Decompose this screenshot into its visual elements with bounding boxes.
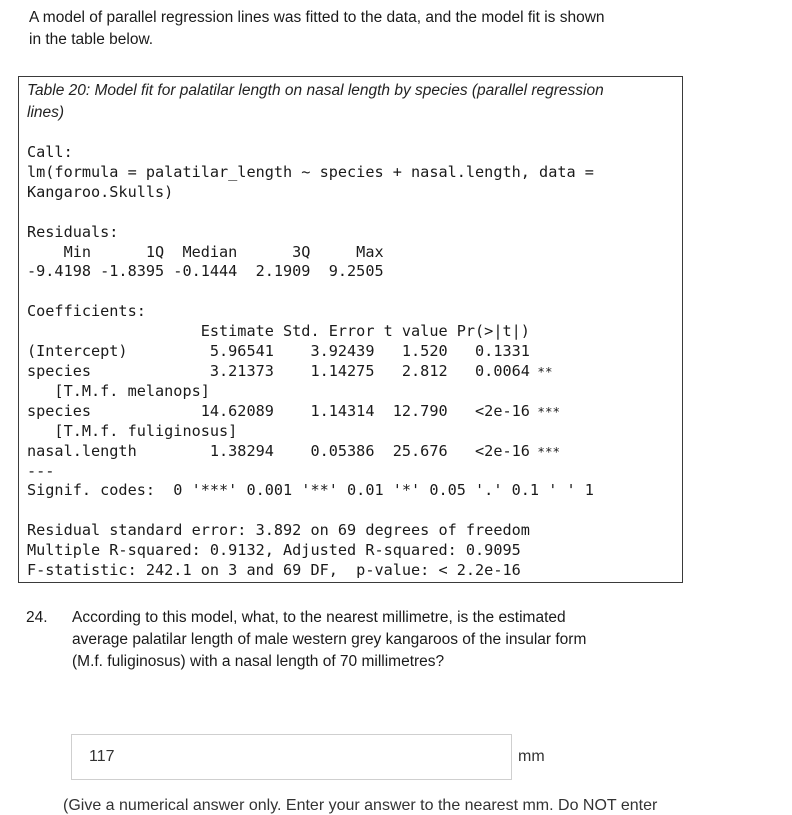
- question-line-2: average palatilar length of male western grey kangaroos of the insular form: [72, 631, 587, 648]
- residual-standard-error: Residual standard error: 3.892 on 69 degrees of freedom: [27, 521, 530, 540]
- question-line-1: According to this model, what, to the nearest millimetre, is the estimated: [72, 609, 566, 626]
- question-number: 24.: [26, 609, 48, 626]
- call-line-1: lm(formula = palatilar_length ~ species + nasal.length, data =: [27, 162, 594, 181]
- coef-row-species-melanops: species 3.21373 1.14275 2.812 0.0064: [27, 361, 530, 380]
- table-caption-line-1: Table 20: Model fit for palatilar length on nasal length by species (parallel regression: [27, 82, 604, 99]
- model-output: [27, 143, 594, 581]
- answer-input[interactable]: [71, 734, 512, 780]
- coef-row-intercept: (Intercept) 5.96541 3.92439 1.520 0.1331: [27, 342, 530, 361]
- coef-row-species-fuliginosus: species 14.62089 1.14314 12.790 <2e-16: [27, 401, 530, 420]
- coef-row-species-melanops-level: [T.M.f. melanops]: [27, 381, 210, 400]
- answer-instructions: (Give a numerical answer only. Enter your answer to the nearest mm. Do NOT enter: [63, 797, 658, 814]
- intro-line-2: in the table below.: [29, 31, 154, 48]
- coef-row-nasal-length-signif: ***: [529, 443, 561, 459]
- residuals-header: Residuals:: [27, 222, 119, 241]
- coef-row-nasal-length: nasal.length 1.38294 0.05386 25.676 <2e-16: [27, 441, 530, 460]
- call-line-2: Kangaroo.Skulls): [27, 182, 174, 201]
- coefficients-column-header: Estimate Std. Error t value Pr(>|t|): [27, 322, 530, 341]
- question-line-3: (M.f. fuliginosus) with a nasal length of 70 millimetres?: [72, 653, 445, 670]
- coef-row-species-melanops-signif: **: [529, 363, 553, 379]
- coef-row-species-fuliginosus-level: [T.M.f. fuliginosus]: [27, 421, 238, 440]
- signif-codes: Signif. codes: 0 '***' 0.001 '**' 0.01 '*' 0.05 '.' 0.1 ' ' 1: [27, 481, 594, 500]
- answer-unit: mm: [518, 748, 545, 765]
- residuals-labels: Min 1Q Median 3Q Max: [27, 242, 384, 261]
- r-squared: Multiple R-squared: 0.9132, Adjusted R-squared: 0.9095: [27, 541, 521, 560]
- table-caption-line-2: lines): [27, 104, 65, 121]
- coefficients-header: Coefficients:: [27, 302, 146, 321]
- residuals-values: -9.4198 -1.8395 -0.1444 2.1909 9.2505: [27, 262, 384, 281]
- coef-row-species-fuliginosus-signif: ***: [529, 403, 561, 419]
- call-header: Call:: [27, 143, 73, 161]
- table-caption: [27, 80, 677, 124]
- intro-line-1: A model of parallel regression lines was fitted to the data, and the model fit is shown: [29, 9, 605, 26]
- f-statistic: F-statistic: 242.1 on 3 and 69 DF, p-value: < 2.2e-16: [27, 561, 521, 580]
- intro-text: [29, 7, 729, 51]
- separator: ---: [27, 461, 55, 480]
- question-text: [72, 607, 682, 673]
- model-fit-table: [18, 76, 683, 583]
